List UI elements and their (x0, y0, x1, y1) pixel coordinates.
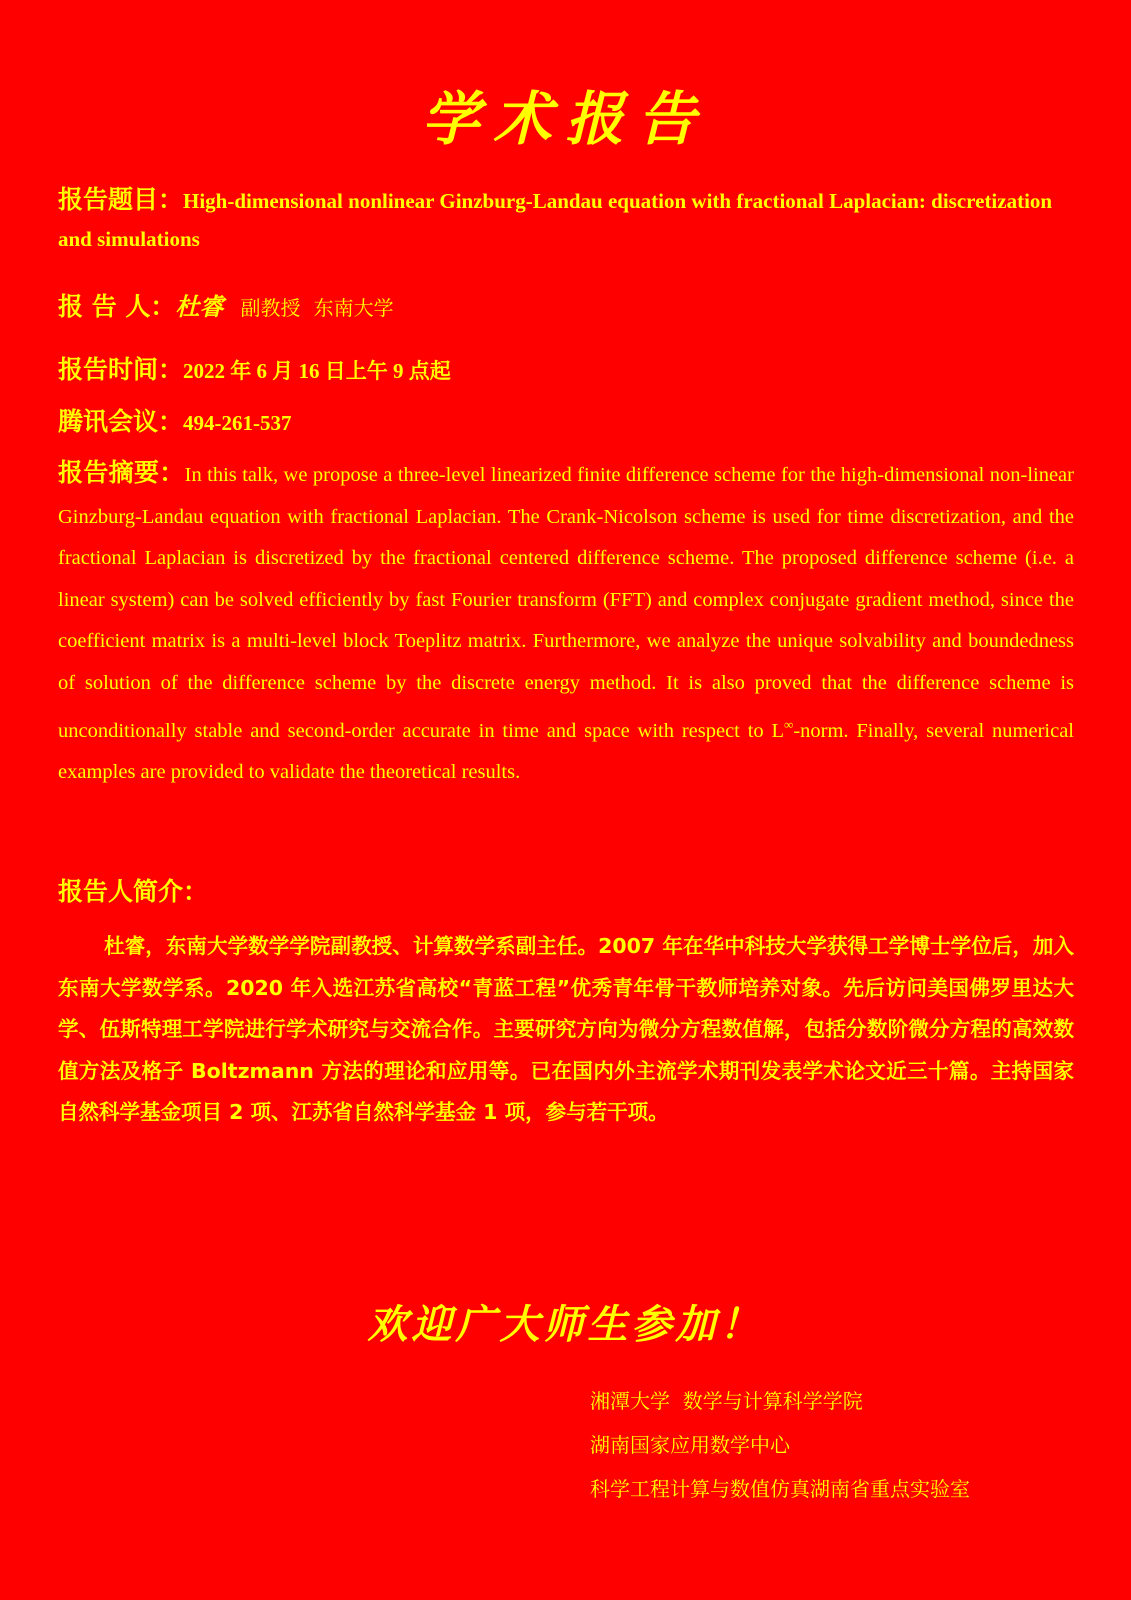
speaker-row (58, 287, 1074, 323)
welcome-message: 欢迎广大师生参加！ (367, 1301, 764, 1348)
bio-label: 报告人简介： (58, 877, 209, 906)
speaker-label: 报 告 人： (58, 292, 176, 321)
abstract-text-end: -norm. Finally, several numerical examples are provided to validate the theoretical results. (58, 719, 1074, 784)
page-title: 学术报告 (421, 85, 710, 153)
speaker-name: 杜睿 (175, 292, 224, 321)
bio-heading (58, 872, 1074, 908)
topic-value: High-dimensional nonlinear Ginzburg-Landau equation with fractional Laplacian: discretization and simulations (58, 189, 1053, 251)
organizer-2: 湖南国家应用数学中心 (590, 1433, 790, 1457)
organizer-3: 科学工程计算与数值仿真湖南省重点实验室 (590, 1477, 970, 1501)
time-value: 2022 年 6 月 16 日上午 9 点起 (183, 359, 451, 383)
organizer-1: 湘潭大学 数学与计算科学学院 (590, 1389, 863, 1413)
abstract-paragraph (58, 452, 1074, 794)
abstract-label: 报告摘要： (58, 458, 185, 487)
meeting-label: 腾讯会议： (58, 407, 184, 436)
meeting-id: 494-261-537 (183, 411, 292, 435)
bio-text: 杜睿，东南大学数学学院副教授、计算数学系副主任。2007 年在华中科技大学获得工学博士学位后，加入东南大学数学系。2020 年入选江苏省高校“青蓝工程”优秀青年骨干教师培养对象。先后访问美国佛罗里达大学、伍斯特理工学院进行学术研究与交流合作。主要研究方向为微分方程数值解，包括分数阶微分方程的高效数值方法及格子 Boltzmann 方法的理论和应用等。已在国内外主流学术期刊发表学术论文近三十篇。主持国家自然科学基金项目 2 项、江苏省自然科学基金 1 项，参与若干项。 (58, 934, 1074, 1124)
abstract-text: In this talk, we propose a three-level linearized finite difference scheme for the high-dimensional non-linear Ginzburg-Landau equation with fractional Laplacian. The Crank-Nicolson scheme is used for time discretization, and the fractional Laplacian is discretized by the fractional centered difference scheme. The proposed difference scheme (i.e. a linear system) can be solved efficiently by fast Fourier transform (FFT) and complex conjugate gradient method, since the coefficient matrix is a multi-level block Toeplitz matrix. Furthermore, we analyze the unique solvability and boundedness of solution of the difference scheme by the discrete energy method. It is also proved that the difference scheme is unconditionally stable and second-order accurate in time and space with respect to L (58, 464, 1074, 742)
topic-row (58, 181, 1074, 259)
meeting-row (58, 402, 1074, 438)
topic-label: 报告题目： (58, 185, 184, 214)
bio-paragraph (58, 926, 1074, 1134)
abstract-sup: ∞ (784, 717, 794, 732)
speaker-affiliation: 东南大学 (313, 296, 394, 320)
time-row (58, 350, 1074, 386)
speaker-title: 副教授 (240, 296, 301, 320)
time-label: 报告时间： (58, 355, 184, 384)
